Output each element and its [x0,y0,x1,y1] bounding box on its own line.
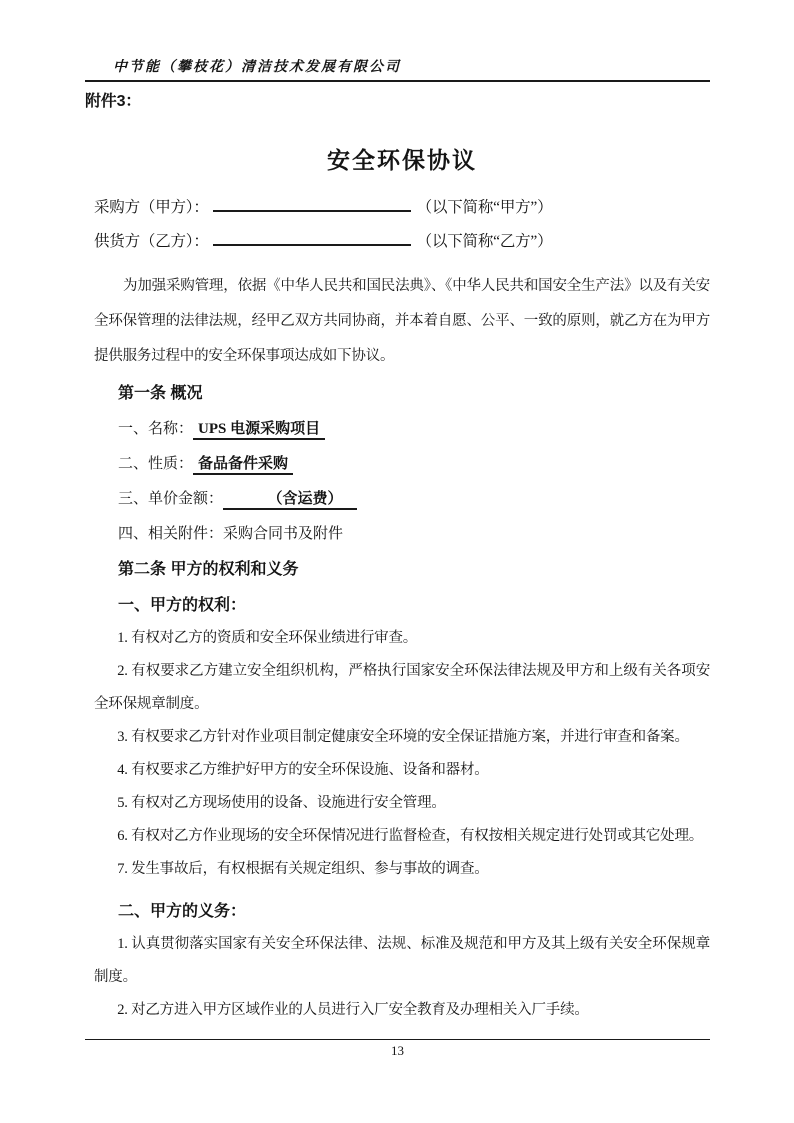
item-nature-label: 二、性质： [118,456,194,472]
obligations-clause-1: 1. 认真贯彻落实国家有关安全环保法律、法规、标准及规范和甲方及其上级有关安全环保规章制度。 [94,936,710,985]
rights-clause-5: 5. 有权对乙方现场使用的设备、设施进行安全管理。 [117,795,446,811]
rights-clause-1: 1. 有权对乙方的资质和安全环保业绩进行审查。 [117,630,418,646]
article1-item-price [118,489,710,509]
party-line-supplier [94,231,710,252]
article2-heading: 第二条 甲方的权利和义务 [118,561,299,578]
preamble-paragraph: 为加强采购管理，依据《中华人民共和国民法典》、《中华人民共和国安全生产法》以及有关安全环保管理的法律法规，经甲乙双方共同协商，并本着自愿、公平、一致的原则，就乙方在为甲方提供服务过程中的安全环保事项达成如下协议。 [94,278,710,364]
article1-item-nature [118,454,710,474]
obligations-clauses [94,928,710,1027]
attachment-label: 附件3： [85,93,142,110]
rights-clause-7: 7. 发生事故后，有权根据有关规定组织、参与事故的调查。 [117,861,489,877]
item-nature-value: 备品备件采购 [193,456,293,475]
supplier-suffix: （以下简称“乙方”） [416,233,553,250]
item-name-label: 一、名称： [118,421,194,437]
article1-heading: 第一条 概况 [118,385,203,402]
buyer-suffix: （以下简称“甲方”） [416,199,553,216]
rights-clause-6: 6. 有权对乙方作业现场的安全环保情况进行监督检查，有权按相关规定进行处罚或其它处理。 [117,828,704,844]
item-name-value: UPS 电源采购项目 [193,421,325,440]
page-header [85,56,710,82]
footer-rule [85,1039,710,1040]
company-name: 中节能（攀枝花）清洁技术发展有限公司 [113,60,401,75]
party-line-buyer [94,197,710,218]
document-body [85,92,710,1027]
item-attachments-label: 四、相关附件： [118,526,224,542]
buyer-name-blank [213,197,411,212]
rights-clauses [94,622,710,886]
obligations-heading: 二、甲方的义务： [118,903,247,920]
item-price-label: 三、单价金额： [118,491,224,507]
buyer-label: 采购方（甲方）： [94,199,209,216]
rights-clause-4: 4. 有权要求乙方维护好甲方的安全环保设施、设备和器材。 [117,762,489,778]
supplier-name-blank [213,231,411,246]
item-price-value: （含运费） [223,491,357,510]
article1-item-attachments [118,524,710,544]
obligations-clause-2: 2. 对乙方进入甲方区域作业的人员进行入厂安全教育及办理相关入厂手续。 [117,1002,589,1018]
document-title: 安全环保协议 [327,147,477,173]
page-footer [85,1039,710,1059]
article1-item-name [118,419,710,439]
rights-heading: 一、甲方的权利： [118,597,247,614]
supplier-label: 供货方（乙方）： [94,233,209,250]
rights-clause-2: 2. 有权要求乙方建立安全组织机构，严格执行国家安全环保法律法规及甲方和上级有关各项安全环保规章制度。 [94,663,710,712]
rights-clause-3: 3. 有权要求乙方针对作业项目制定健康安全环境的安全保证措施方案，并进行审查和备案。 [117,729,689,745]
item-attachments-value: 采购合同书及附件 [223,526,344,542]
page-number: 13 [391,1043,404,1058]
